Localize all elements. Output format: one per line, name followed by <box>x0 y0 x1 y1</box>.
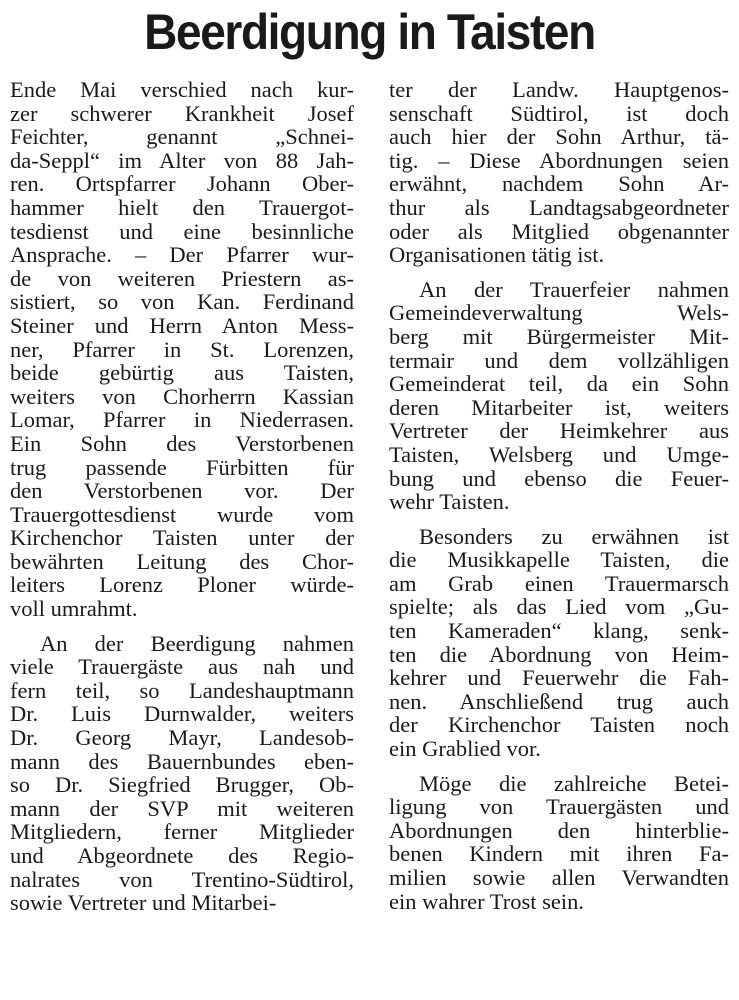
paragraph-gap <box>10 621 354 632</box>
text-line: erwähnt, nachdem Sohn Ar- <box>389 171 729 197</box>
text-line: zer schwerer Krankheit Josef <box>10 100 354 126</box>
paragraph <box>10 632 354 915</box>
text-line: Besonders zu erwähnen ist <box>419 523 729 549</box>
text-line: Ende Mai verschied nach kur- <box>10 77 354 102</box>
text-line: so Dr. Siegfried Brugger, Ob- <box>10 772 354 798</box>
text-line: senschaft Südtirol, ist doch <box>389 100 729 126</box>
text-line: hammer hielt den Trauergot- <box>10 194 354 220</box>
article-title: Beerdigung in Taisten <box>144 4 595 60</box>
article-column-left <box>10 78 354 915</box>
text-line: ter der Landw. Hauptgenos- <box>389 77 729 102</box>
text-line: der Kirchenchor Taisten noch <box>389 712 729 738</box>
text-line: milien sowie allen Verwandten <box>389 865 729 890</box>
text-line: kehrer und Feuerwehr die Fah- <box>389 665 729 691</box>
paragraph-gap <box>389 761 729 772</box>
text-line: Kirchenchor Taisten unter der <box>10 525 354 551</box>
text-line: Organisationen tätig ist. <box>389 242 605 268</box>
text-line: wehr Taisten. <box>389 489 510 515</box>
text-line: Lomar, Pfarrer in Niederrasen. <box>10 407 354 433</box>
text-line: da-Seppl“ im Alter von 88 Jah- <box>10 147 354 173</box>
text-line: Ein Sohn des Verstorbenen <box>10 430 354 456</box>
text-line: voll umrahmt. <box>10 596 138 622</box>
text-line: Steiner und Herrn Anton Mess- <box>10 312 354 338</box>
text-line: ligung von Trauergästen und <box>389 794 729 820</box>
text-line: nalrates von Trentino-Südtirol, <box>10 866 354 892</box>
text-line: sistiert, so von Kan. Ferdinand <box>10 289 354 315</box>
text-line: sowie Vertreter und Mitarbei- <box>10 890 277 916</box>
text-line: weiters von Chorherrn Kassian <box>10 383 354 409</box>
text-line: ein Grablied vor. <box>389 736 541 762</box>
text-line: den Verstorbenen vor. Der <box>10 478 354 504</box>
text-line: An der Beerdigung nahmen <box>40 630 354 656</box>
text-line: Mitgliedern, ferner Mitglieder <box>10 819 354 845</box>
text-line: beide gebürtig aus Taisten, <box>10 360 354 386</box>
paragraph <box>389 525 729 761</box>
article-column-right <box>389 78 729 913</box>
text-line: berg mit Bürgermeister Mit- <box>389 323 729 349</box>
text-line: Ansprache. – Der Pfarrer wur- <box>10 242 354 268</box>
text-line: Abordnungen den hinterblie- <box>389 817 729 843</box>
text-line: mann des Bauernbundes eben- <box>10 748 354 774</box>
text-line: trug passende Fürbitten für <box>10 454 354 480</box>
text-line: mann der SVP mit weiteren <box>10 795 354 821</box>
text-line: bung und ebenso die Feuer- <box>389 465 729 491</box>
text-line: ner, Pfarrer in St. Lorenzen, <box>10 336 354 362</box>
text-line: fern teil, so Landeshauptmann <box>10 677 354 703</box>
paragraph <box>10 78 354 621</box>
text-line: An der Trauerfeier nahmen <box>419 276 729 302</box>
text-line: bewährten Leitung des Chor- <box>10 548 354 574</box>
text-line: spielte; als das Lied vom „Gu- <box>389 594 729 620</box>
text-line: und Abgeordnete des Regio- <box>10 843 354 868</box>
text-line: oder als Mitglied obgenannter <box>389 218 729 244</box>
paragraph <box>389 278 729 514</box>
text-line: Feichter, genannt „Schnei- <box>10 124 354 150</box>
text-line: leiters Lorenz Ploner würde- <box>10 572 354 598</box>
text-line: Vertreter der Heimkehrer aus <box>389 418 729 444</box>
text-line: termair und dem vollzähligen <box>389 347 729 373</box>
text-line: thur als Landtagsabgeordneter <box>389 194 729 220</box>
text-line: ein wahrer Trost sein. <box>389 888 584 914</box>
text-line: Dr. Georg Mayr, Landesob- <box>10 725 354 751</box>
text-line: am Grab einen Trauermarsch <box>389 570 729 596</box>
text-line: Möge die zahlreiche Betei- <box>419 770 729 796</box>
text-line: tig. – Diese Abordnungen seien <box>389 147 729 173</box>
text-line: benen Kindern mit ihren Fa- <box>389 841 729 867</box>
text-line: de von weiteren Priestern as- <box>10 265 354 291</box>
text-line: viele Trauergäste aus nah und <box>10 654 354 680</box>
text-line: die Musikkapelle Taisten, die <box>389 547 729 573</box>
text-line: deren Mitarbeiter ist, weiters <box>389 394 729 420</box>
text-line: Taisten, Welsberg und Umge- <box>389 441 729 467</box>
text-line: Trauergottesdienst wurde vom <box>10 501 354 527</box>
text-line: tesdienst und eine besinnliche <box>10 218 354 244</box>
text-line: auch hier der Sohn Arthur, tä- <box>389 124 729 150</box>
paragraph <box>389 772 729 914</box>
text-line: nen. Anschließend trug auch <box>389 688 729 714</box>
paragraph <box>389 78 729 267</box>
text-line: ten Kameraden“ klang, senk- <box>389 618 729 644</box>
text-line: ren. Ortspfarrer Johann Ober- <box>10 171 354 197</box>
text-line: Gemeindeverwaltung Wels- <box>389 300 729 326</box>
text-line: ten die Abordnung von Heim- <box>389 641 729 667</box>
text-line: Dr. Luis Durnwalder, weiters <box>10 701 354 727</box>
text-line: Gemeinderat teil, da ein Sohn <box>389 371 729 397</box>
